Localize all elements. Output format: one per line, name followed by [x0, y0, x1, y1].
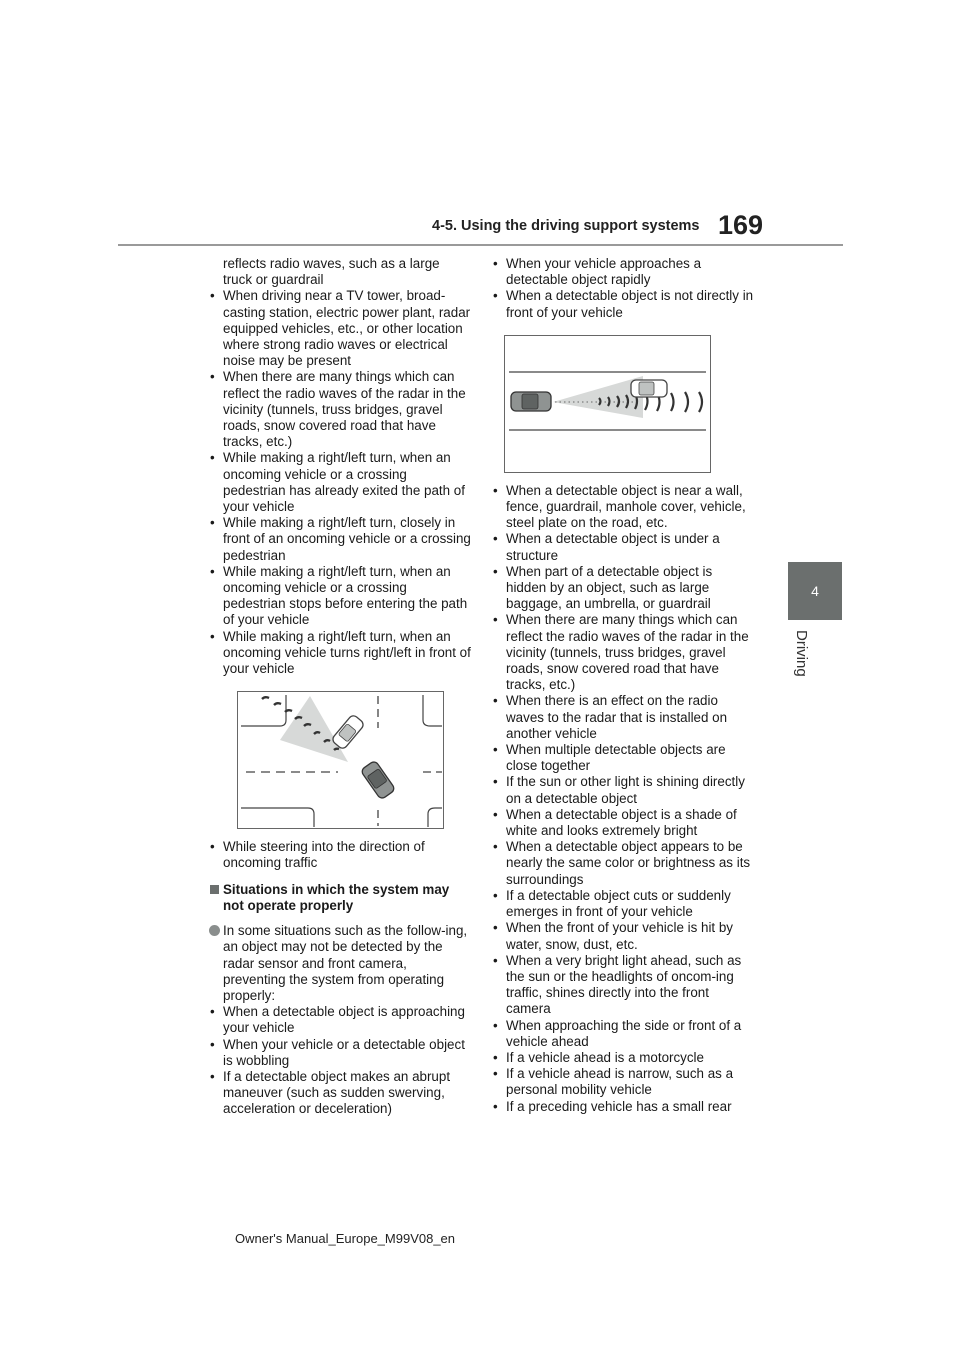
list-item: • If a preceding vehicle has a small rear: [492, 1099, 754, 1115]
list-item: • While making a right/left turn, closely in front of an oncoming vehicle or a crossing pedestrian: [209, 515, 471, 564]
own-car: [360, 760, 395, 800]
radar-beam: [280, 696, 348, 762]
list-item: • If a detectable object cuts or suddenly emerges in front of your vehicle: [492, 888, 754, 920]
intersection-turn-illustration: [237, 691, 444, 829]
list-item: • While making a right/left turn, when an oncoming vehicle or a crossing pedestrian has already exited the path of your vehicle: [209, 450, 471, 515]
curb-line: [241, 808, 314, 827]
intro-paragraph-text: In some situations such as the follow-ing, an object may not be detected by the radar sensor and front camera, preventing the system from operating properly:: [223, 923, 468, 1003]
list-item: • If the sun or other light is shining directly on a detectable object: [492, 774, 754, 806]
section-title: 4-5. Using the driving support systems: [432, 218, 700, 234]
chapter-number: 4: [811, 583, 819, 599]
footer-text: Owner's Manual_Europe_M99V08_en: [235, 1231, 456, 1246]
list-item: • If a detectable object makes an abrupt maneuver (such as sudden swerving, acceleration or deceleration): [209, 1069, 471, 1118]
list-item: • When a detectable object is approaching your vehicle: [209, 1004, 471, 1036]
list-item: • When driving near a TV tower, broad-casting station, electric power plant, radar equipped vehicles, etc., or other location where strong radio waves or electrical noise may be present: [209, 288, 471, 369]
square-bullet-icon: [210, 885, 219, 894]
list-item: • When the front of your vehicle is hit by water, snow, dust, etc.: [492, 920, 754, 952]
intro-paragraph: [209, 923, 471, 1004]
section-heading-text: Situations in which the system may not operate properly: [223, 881, 450, 913]
list-item: • While steering into the direction of oncoming traffic: [209, 839, 471, 871]
list-item: • If a vehicle ahead is narrow, such as a personal mobility vehicle: [492, 1066, 754, 1098]
detected-car: [631, 380, 667, 397]
list-item: • When a detectable object is under a structure: [492, 531, 754, 563]
circle-bullet-icon: [209, 925, 220, 936]
list-item: • When there are many things which can reflect the radio waves of the radar in the vicinity (tunnels, truss bridges, gravel roads, snow covered road that have tracks, etc.): [209, 369, 471, 450]
header-divider: [118, 244, 843, 246]
curb-line: [241, 695, 286, 726]
list-item: • When a very bright light ahead, such as the sun or the headlights of oncom-ing traffic, shines directly into the front camera: [492, 953, 754, 1018]
list-item: • When a detectable object is a shade of white and looks extremely bright: [492, 807, 754, 839]
list-item: • While making a right/left turn, when an oncoming vehicle turns right/left in front of your vehicle: [209, 629, 471, 678]
list-item: • When there is an effect on the radio waves to the radar that is installed on another vehicle: [492, 693, 754, 742]
left-column: [209, 256, 471, 1118]
offset-object-illustration: [504, 335, 711, 473]
list-item: • When your vehicle or a detectable object is wobbling: [209, 1037, 471, 1069]
list-item: • When your vehicle approaches a detectable object rapidly: [492, 256, 754, 288]
right-column: [492, 256, 754, 1115]
list-item: • When a detectable object is near a wall, fence, guardrail, manhole cover, vehicle, steel plate on the road, etc.: [492, 483, 754, 532]
list-item: • When part of a detectable object is hidden by an object, such as large baggage, an umbrella, or guardrail: [492, 564, 754, 613]
section-heading: [209, 882, 471, 914]
page-number: 169: [718, 210, 764, 240]
list-item: • When approaching the side or front of a vehicle ahead: [492, 1018, 754, 1050]
chapter-label: Driving: [793, 630, 810, 677]
list-item: • When multiple detectable objects are close together: [492, 742, 754, 774]
list-item: • While making a right/left turn, when an oncoming vehicle or a crossing pedestrian stops before entering the path of your vehicle: [209, 564, 471, 629]
curb-line: [423, 695, 442, 726]
chapter-tab: [788, 562, 842, 620]
curb-line: [428, 808, 442, 827]
list-item: • When a detectable object is not directly in front of your vehicle: [492, 288, 754, 320]
continued-text: reflects radio waves, such as a large truck or guardrail: [223, 256, 440, 288]
oncoming-car: [331, 714, 365, 750]
list-item: • When there are many things which can reflect the radio waves of the radar in the vicinity (tunnels, truss bridges, gravel roads, snow covered road that have tracks, etc.): [492, 612, 754, 693]
own-car: [511, 392, 551, 411]
list-item: • If a vehicle ahead is a motorcycle: [492, 1050, 754, 1066]
radar-beam: [553, 376, 643, 418]
list-item: • When a detectable object appears to be nearly the same color or brightness as its surroundings: [492, 839, 754, 888]
